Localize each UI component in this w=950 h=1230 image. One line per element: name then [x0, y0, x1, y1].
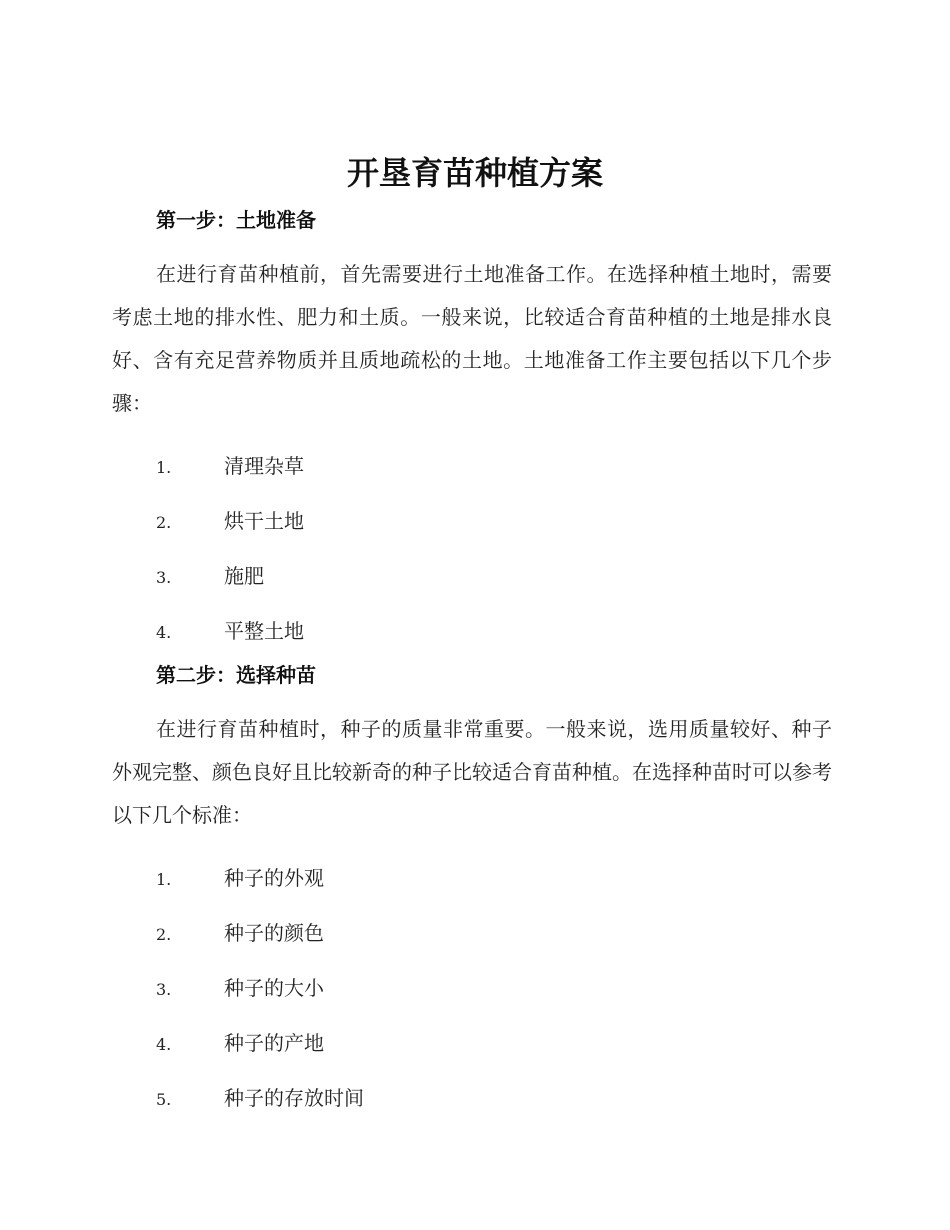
- page-title: 开垦育苗种植方案: [346, 154, 603, 192]
- list-text: 种子的外观: [224, 866, 324, 890]
- list-number: 2.: [156, 925, 172, 944]
- section-paragraph: 在进行育苗种植前，首先需要进行土地准备工作。在选择种植土地时，需要考虑土地的排水性、肥力和土质。一般来说，比较适合育苗种植的土地是排水良好、含有充足营养物质并且质地疏松的土地。土地准备工作主要包括以下几个步骤：: [112, 262, 832, 415]
- list-text: 清理杂草: [224, 454, 304, 478]
- list-item: [112, 494, 832, 549]
- list-number: 4.: [156, 623, 172, 642]
- section-heading: 第二步：选择种苗: [156, 663, 316, 687]
- list-text: 种子的产地: [224, 1031, 324, 1055]
- list-text: 种子的颜色: [224, 921, 324, 945]
- section-seed-selection: [112, 661, 832, 1126]
- list-number: 3.: [156, 980, 172, 999]
- list-text: 种子的大小: [224, 976, 324, 1000]
- section-heading: 第一步：土地准备: [156, 208, 316, 232]
- section-land-preparation: [112, 206, 832, 659]
- list-item: [112, 549, 832, 604]
- section-paragraph: 在进行育苗种植时，种子的质量非常重要。一般来说，选用质量较好、种子外观完整、颜色良好且比较新奇的种子比较适合育苗种植。在选择种苗时可以参考以下几个标准：: [112, 717, 832, 827]
- list-text: 施肥: [224, 564, 264, 588]
- list-number: 1.: [156, 870, 172, 889]
- list-number: 5.: [156, 1090, 172, 1109]
- list-item: [112, 851, 832, 906]
- list-text: 平整土地: [224, 619, 304, 643]
- list-number: 1.: [156, 458, 172, 477]
- list-item: [112, 906, 832, 961]
- criteria-list: [112, 851, 832, 1126]
- list-text: 种子的存放时间: [224, 1086, 364, 1110]
- list-item: [112, 604, 832, 659]
- list-text: 烘干土地: [224, 509, 304, 533]
- steps-list: [112, 439, 832, 659]
- list-number: 4.: [156, 1035, 172, 1054]
- list-number: 3.: [156, 568, 172, 587]
- list-item: [112, 439, 832, 494]
- list-item: [112, 961, 832, 1016]
- list-number: 2.: [156, 513, 172, 532]
- list-item: [112, 1016, 832, 1071]
- list-item: [112, 1071, 832, 1126]
